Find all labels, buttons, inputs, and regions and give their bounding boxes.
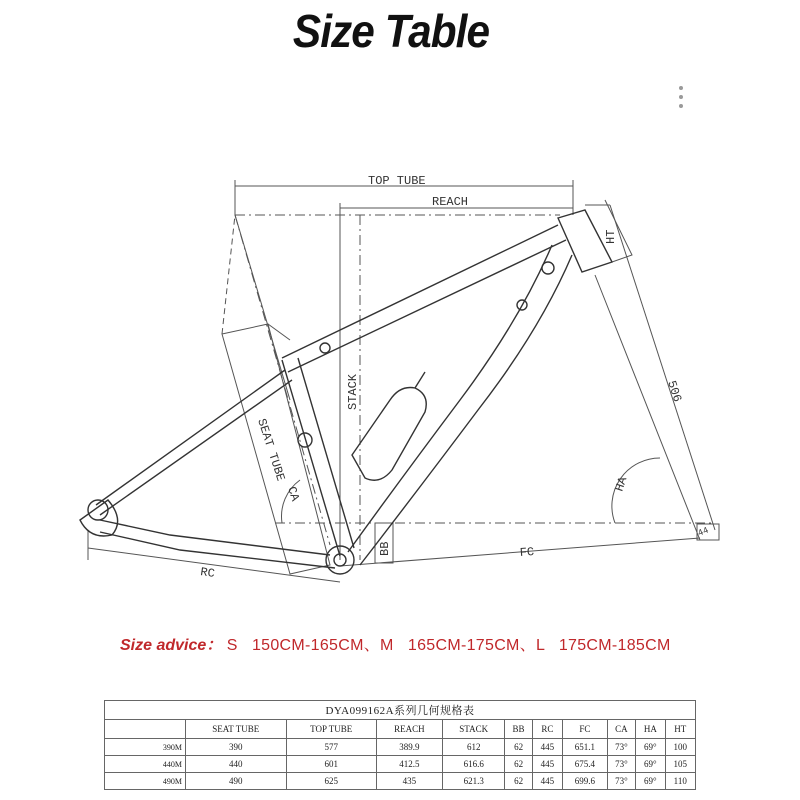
table-header-cell: RC bbox=[532, 720, 562, 739]
table-cell: 73° bbox=[607, 756, 636, 773]
rc-label: RC bbox=[199, 565, 216, 581]
page-title: Size Table bbox=[292, 5, 490, 57]
table-cell: 490 bbox=[186, 773, 287, 790]
table-header-cell: BB bbox=[505, 720, 532, 739]
table-cell: 389.9 bbox=[376, 739, 442, 756]
top-tube bbox=[282, 225, 558, 358]
table-cell: 62 bbox=[505, 739, 532, 756]
ha-label: HA bbox=[612, 475, 631, 494]
table-row-size: 440M bbox=[105, 756, 186, 773]
geometry-table bbox=[104, 700, 696, 790]
fork-axis-line bbox=[595, 275, 700, 540]
chain-stay bbox=[100, 520, 330, 555]
table-cell: 412.5 bbox=[376, 756, 442, 773]
table-cell: 601 bbox=[286, 756, 376, 773]
table-cell: 616.6 bbox=[442, 756, 504, 773]
table-cell: 100 bbox=[665, 739, 695, 756]
table-header-cell: CA bbox=[607, 720, 636, 739]
geometry-table-caption: DYA099162A系列几何规格表 bbox=[105, 701, 696, 720]
table-cell: 435 bbox=[376, 773, 442, 790]
size-advice-text: S 150CM-165CM、M 165CM-175CM、L 175CM-185CM bbox=[226, 637, 671, 654]
table-cell: 675.4 bbox=[563, 756, 608, 773]
table-header-cell: REACH bbox=[376, 720, 442, 739]
seat-tube-label: SEAT TUBE bbox=[254, 416, 288, 483]
ht-label: HT bbox=[604, 229, 618, 244]
stack-label: STACK bbox=[346, 373, 360, 410]
table-cell: 62 bbox=[505, 773, 532, 790]
table-header-cell: HT bbox=[665, 720, 695, 739]
fork-offset-label: 44 bbox=[696, 525, 711, 539]
table-cell: 699.6 bbox=[563, 773, 608, 790]
table-header-cell: FC bbox=[563, 720, 608, 739]
table-cell: 651.1 bbox=[563, 739, 608, 756]
table-cell: 621.3 bbox=[442, 773, 504, 790]
table-cell: 625 bbox=[286, 773, 376, 790]
table-cell: 69° bbox=[636, 739, 665, 756]
top-tube-label: TOP TUBE bbox=[368, 174, 426, 188]
table-header-row bbox=[105, 720, 696, 739]
table-cell: 577 bbox=[286, 739, 376, 756]
table-cell: 440 bbox=[186, 756, 287, 773]
table-cell: 73° bbox=[607, 773, 636, 790]
down-tube bbox=[348, 245, 552, 552]
table-cell: 445 bbox=[532, 739, 562, 756]
table-row bbox=[105, 773, 696, 790]
table-cell: 110 bbox=[665, 773, 695, 790]
reach-label: REACH bbox=[432, 195, 469, 209]
table-header-cell bbox=[105, 720, 186, 739]
table-cell: 62 bbox=[505, 756, 532, 773]
table-cell: 69° bbox=[636, 756, 665, 773]
fc-label: FC bbox=[519, 545, 535, 560]
table-row bbox=[105, 756, 696, 773]
table-cell: 445 bbox=[532, 756, 562, 773]
table-row bbox=[105, 739, 696, 756]
geometry-table-wrapper bbox=[104, 700, 696, 790]
bb-label: BB bbox=[378, 541, 392, 556]
table-cell: 445 bbox=[532, 773, 562, 790]
table-header-cell: SEAT TUBE bbox=[186, 720, 287, 739]
table-cell: 73° bbox=[607, 739, 636, 756]
table-cell: 69° bbox=[636, 773, 665, 790]
table-cell: 612 bbox=[442, 739, 504, 756]
ca-label: CA bbox=[284, 484, 302, 503]
table-cell: 105 bbox=[665, 756, 695, 773]
table-row-size: 390M bbox=[105, 739, 186, 756]
table-row-size: 490M bbox=[105, 773, 186, 790]
size-advice-lead: Size advice： bbox=[120, 637, 223, 654]
fork-length-label: 506 bbox=[664, 378, 685, 404]
seat-stay bbox=[96, 370, 288, 505]
table-header-cell: HA bbox=[636, 720, 665, 739]
table-header-cell: STACK bbox=[442, 720, 504, 739]
table-cell: 390 bbox=[186, 739, 287, 756]
table-header-cell: TOP TUBE bbox=[286, 720, 376, 739]
size-advice bbox=[120, 632, 671, 655]
water-bottle-icon bbox=[352, 388, 426, 481]
seat-tube bbox=[282, 360, 340, 556]
